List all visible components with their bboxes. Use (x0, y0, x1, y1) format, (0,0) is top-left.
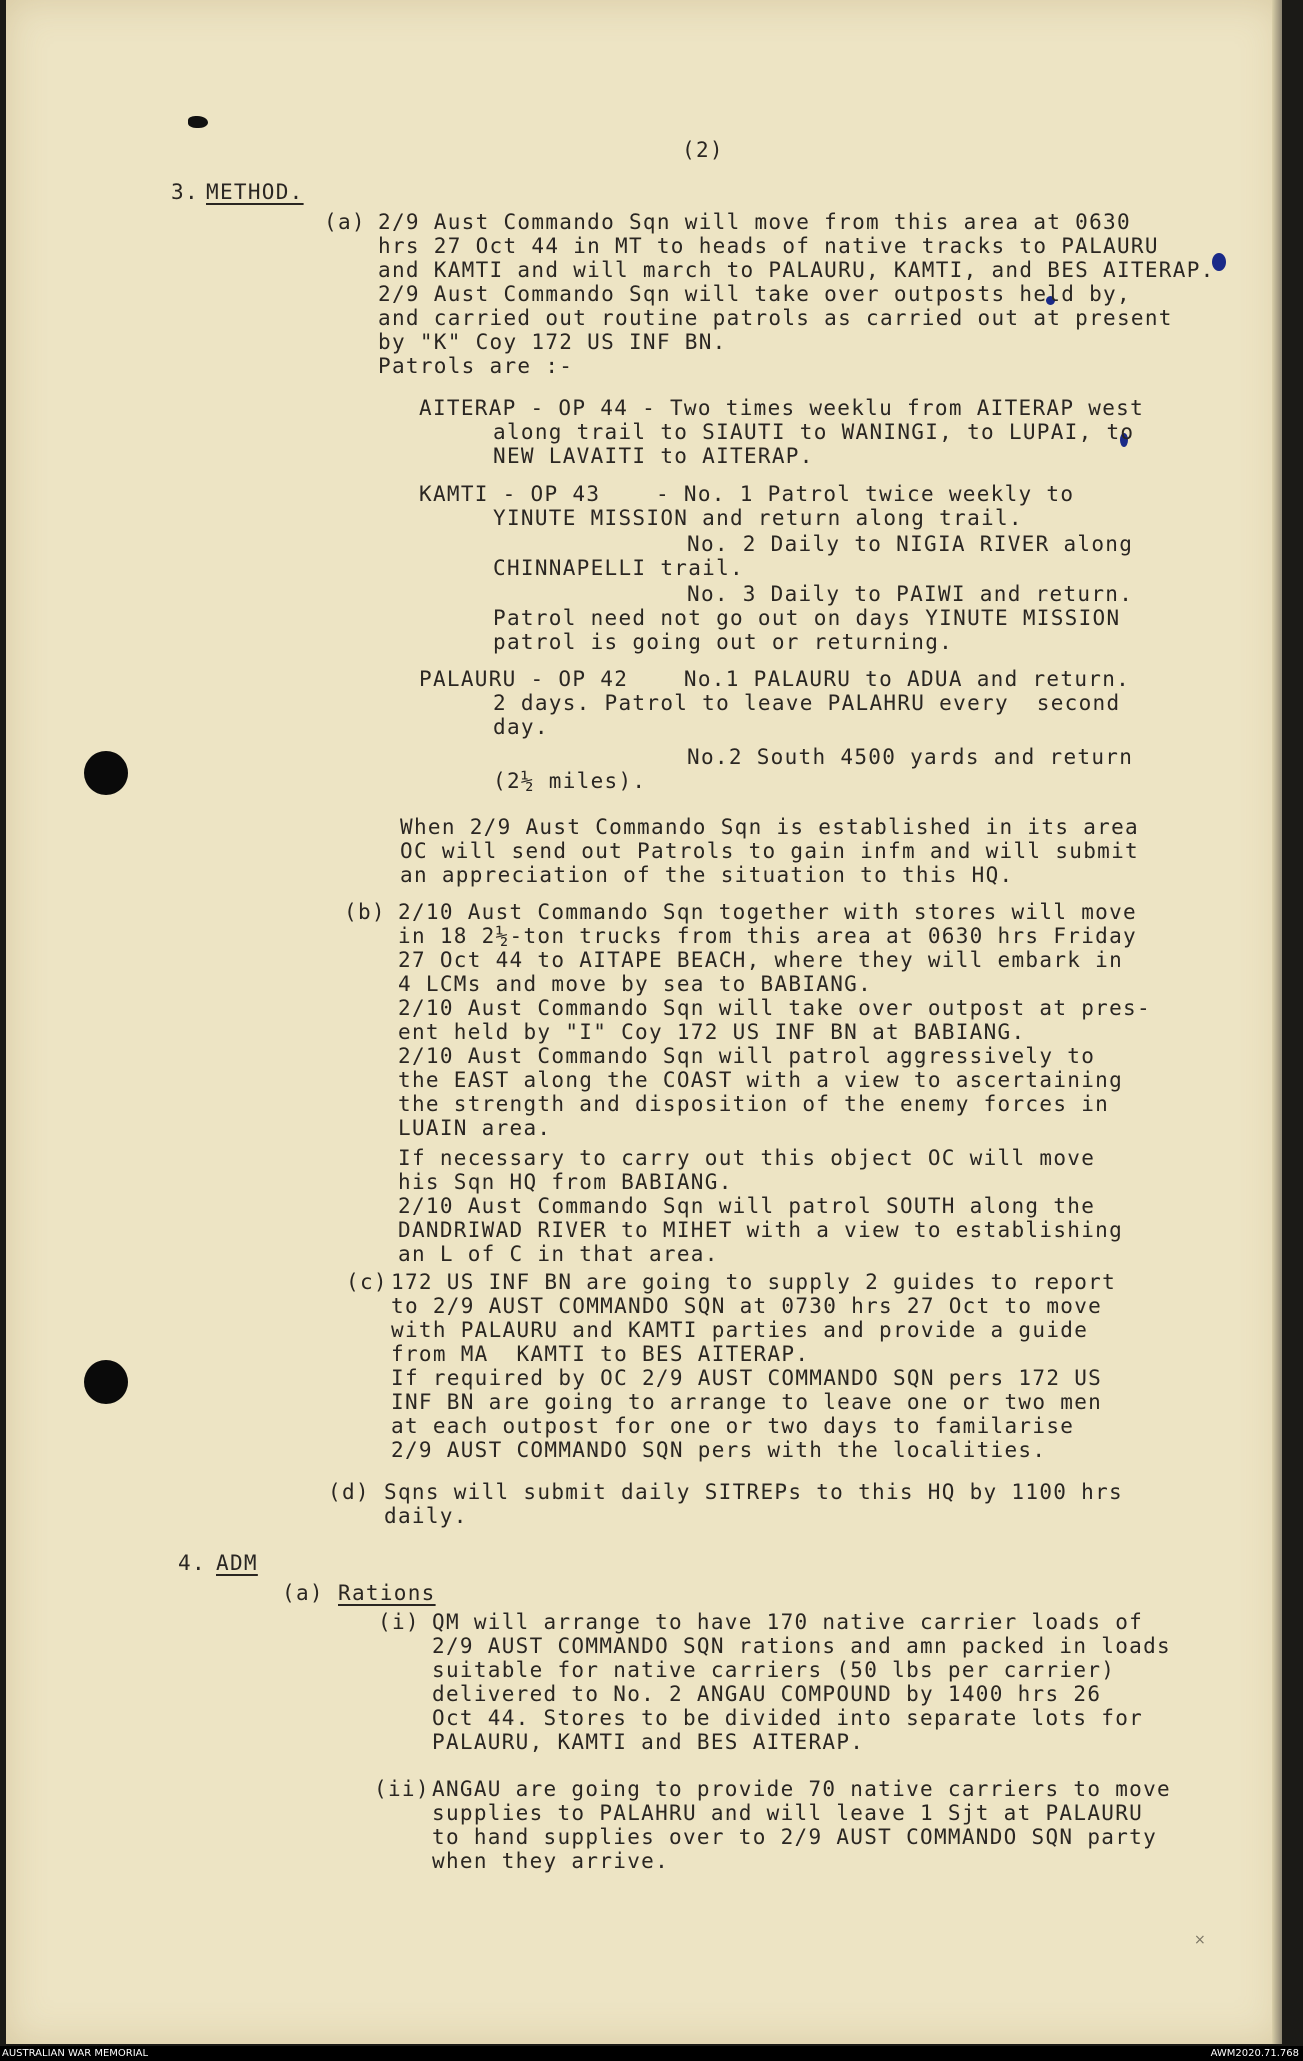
patrol-palauru-1: PALAURU - OP 42 No.1 PALAURU to ADUA and return. 2 days. Patrol to leave PALAHRU every second day. (419, 667, 1131, 739)
punch-hole-top (84, 751, 128, 795)
para-b-label: (b) (344, 900, 386, 924)
patrol-palauru-2: No.2 South 4500 yards and return (2½ miles). (493, 745, 1134, 793)
para-d-label: (d) (328, 1480, 370, 1504)
corner-mark: × (1194, 1932, 1206, 1948)
para-c-text: 172 US INF BN are going to supply 2 guides to report to 2/9 AUST COMMANDO SQN at 0730 hrs 27 Oct to move with PALAURU and KAMTI parties and provide a guide from MA KAMTI to BES AITERAP. If required by OC 2/9 AUST COMMANDO SQN pers 172 US INF BN are going to arrange to leave one or two men at each outpost for one or two days to familarise 2/9 AUST COMMANDO SQN pers with the localities. (391, 1270, 1117, 1462)
patrol-kamti-1: KAMTI - OP 43 - No. 1 Patrol twice weekly to YINUTE MISSION and return along trail. (419, 482, 1075, 530)
section-3-number: 3. (171, 180, 199, 204)
patrol-kamti-3: No. 3 Daily to PAIWI and return. Patrol need not go out on days YINUTE MISSION patrol is going out or returning. (493, 582, 1134, 654)
punch-hole-bottom (84, 1360, 128, 1404)
adm-i-label: (i) (378, 1610, 420, 1634)
section-4-heading: ADM (216, 1551, 258, 1575)
para-a-label: (a) (324, 210, 366, 234)
sheet-edge (1272, 0, 1282, 2044)
adm-a-heading: Rations (338, 1581, 436, 1605)
document-sheet (6, 0, 1282, 2044)
footer-right-text: AWM2020.71.768 (1210, 2048, 1299, 2059)
para-b-text: 2/10 Aust Commando Sqn together with stores will move in 18 2½-ton trucks from this area at 0630 hrs Friday 27 Oct 44 to AITAPE BEACH, where they will embark in 4 LCMs and move by sea to BABIANG. 2/10 Aust Commando Sqn will take over outpost at pres- ent held by "I" Coy 172 US INF BN at BABIANG. 2/10 Aust Commando Sqn will patrol aggressively to the EAST along the COAST with a view to ascertaining the strength and disposition of the enemy forces in LUAIN area. (398, 900, 1151, 1140)
adm-a-label: (a) (282, 1581, 324, 1605)
section-3-heading: METHOD. (206, 180, 304, 204)
section-4-number: 4. (178, 1551, 206, 1575)
page-number: (2) (682, 138, 724, 162)
para-a-closing: When 2/9 Aust Commando Sqn is established in its area OC will send out Patrols to gain infm and will submit an appreciation of the situation to this HQ. (400, 815, 1139, 887)
footer-left-text: AUSTRALIAN WAR MEMORIAL (2, 2048, 149, 2059)
adm-ii-label: (ii) (374, 1777, 430, 1801)
ink-smudge (188, 116, 208, 128)
para-c-label: (c) (346, 1270, 388, 1294)
adm-ii-text: ANGAU are going to provide 70 native carriers to move supplies to PALAHRU and will leave 1 Sjt at PALAURU to hand supplies over to 2/9 AUST COMMANDO SQN party when they arrive. (432, 1777, 1171, 1873)
para-d-text: Sqns will submit daily SITREPs to this HQ by 1100 hrs daily. (384, 1480, 1123, 1528)
patrol-kamti-2: No. 2 Daily to NIGIA RIVER along CHINNAPELLI trail. (493, 532, 1134, 580)
adm-i-text: QM will arrange to have 170 native carrier loads of 2/9 AUST COMMANDO SQN rations and amn packed in loads suitable for native carriers (50 lbs per carrier) delivered to No. 2 ANGAU COMPOUND by 1400 hrs 26 Oct 44. Stores to be divided into separate lots for PALAURU, KAMTI and BES AITERAP. (432, 1610, 1171, 1754)
para-b-text-2: If necessary to carry out this object OC will move his Sqn HQ from BABIANG. 2/10 Aust Commando Sqn will patrol SOUTH along the DANDRIWAD RIVER to MIHET with a view to establishing an L of C in that area. (398, 1146, 1124, 1266)
para-a-text: 2/9 Aust Commando Sqn will move from this area at 0630 hrs 27 Oct 44 in MT to heads of native tracks to PALAURU and KAMTI and will march to PALAURU, KAMTI, and BES AITERAP. 2/9 Aust Commando Sqn will take over outposts held by, and carried out routine patrols as carried out at present by "K" Coy 172 US INF BN. Patrols are :- (378, 210, 1215, 378)
archive-footer (0, 2046, 1303, 2061)
patrol-aiterap: AITERAP - OP 44 - Two times weeklu from AITERAP west along trail to SIAUTI to WANINGI, to LUPAI, to NEW LAVAITI to AITERAP. (419, 396, 1145, 468)
